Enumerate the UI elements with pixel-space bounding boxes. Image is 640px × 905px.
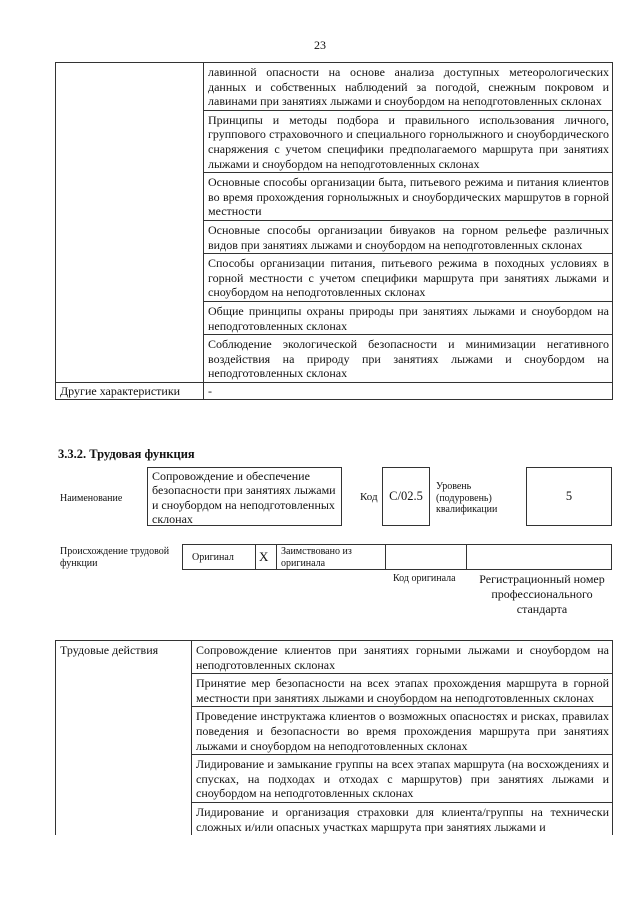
table-row [56, 63, 613, 111]
divider [385, 544, 386, 570]
table-row [56, 641, 613, 674]
code-original-label: Код оригинала [393, 573, 456, 584]
other-characteristics-value: - [204, 382, 613, 400]
knowledge-item: Соблюдение экологической безопасности и минимизации негативного воздействия на природу при занятиях лыжами и сноубордом на неподготовленных склонах [204, 335, 613, 383]
knowledge-item: Способы организации питания, питьевого режима в походных условиях в горной местности с учетом специфики маршрута при занятиях лыжами и сноубордом на неподготовленных склонах [204, 254, 613, 302]
level-label: Уровень (подуровень) квалификации [436, 481, 498, 515]
name-label: Наименование [60, 493, 123, 504]
other-characteristics-label: Другие характеристики [56, 382, 204, 400]
code-label: Код [360, 491, 378, 503]
page-number: 23 [314, 38, 326, 52]
knowledge-item: Принципы и методы подбора и правильного использования личного, группового страховочного и специального горнолыжного и сноубордического снаряжения с учетом специфики предполагаемого маршрута при занятиях лыжами и сноубордом на неподготовленных склонах [204, 110, 613, 172]
knowledge-table [55, 62, 613, 400]
origin-label: Происхождение трудовой функции [60, 546, 170, 569]
section-title: 3.3.2. Трудовая функция [58, 447, 195, 461]
original-label: Оригинал [192, 552, 234, 563]
origin-row-frame [182, 544, 612, 570]
labor-actions-label: Трудовые действия [56, 641, 192, 836]
function-name-value: Сопровождение и обеспечение безопасности при занятиях лыжами и сноубордом на неподготовленных склонах [147, 467, 342, 526]
labor-action-item: Принятие мер безопасности на всех этапах прохождения маршрута в горной местности при занятиях лыжами и сноубордом на неподготовленных склонах [192, 674, 613, 707]
divider [255, 544, 256, 570]
level-value: 5 [526, 467, 612, 526]
borrowed-label: Заимствовано из оригинала [281, 546, 352, 569]
knowledge-item: Основные способы организации бивуаков на горном рельефе различных видов при занятиях лыжами и сноубордом на неподготовленных склонах [204, 220, 613, 253]
divider [276, 544, 277, 570]
code-value: C/02.5 [382, 467, 430, 526]
knowledge-item: лавинной опасности на основе анализа доступных метеорологических данных и собственных наблюдений за погодой, снежным покровом и лавинами при занятиях лыжами и сноубордом на неподготовленных склонах [204, 63, 613, 111]
knowledge-item: Основные способы организации быта, питьевого режима и питания клиентов во время прохождения горнолыжных и сноубордических маршрутов в горной местности [204, 173, 613, 221]
labor-actions-table [55, 640, 613, 835]
table-row [56, 382, 613, 400]
knowledge-item: Общие принципы охраны природы при занятиях лыжами и сноубордом на неподготовленных склонах [204, 301, 613, 334]
reg-number-label: Регистрационный номер профессионального стандарта [479, 572, 605, 616]
divider [466, 544, 467, 570]
labor-action-item: Лидирование и замыкание группы на всех этапах маршрута (на восхождениях и спусках, на подходах и отходах с маршрутов) при занятиях лыжами и сноубордом на неподготовленных склонах [192, 755, 613, 803]
labor-action-item: Проведение инструктажа клиентов о возможных опасностях и рисках, правилах поведения и безопасности во время прохождения маршрута при занятиях лыжами и сноубордом на неподготовленных склонах [192, 707, 613, 755]
labor-action-item: Сопровождение клиентов при занятиях горными лыжами и сноубордом на неподготовленных склонах [192, 641, 613, 674]
original-mark: X [259, 549, 269, 564]
knowledge-label-cell [56, 63, 204, 383]
labor-action-item: Лидирование и организация страховки для клиента/группы на технически сложных и/или опасных участках маршрута при занятиях лыжами и [192, 802, 613, 835]
